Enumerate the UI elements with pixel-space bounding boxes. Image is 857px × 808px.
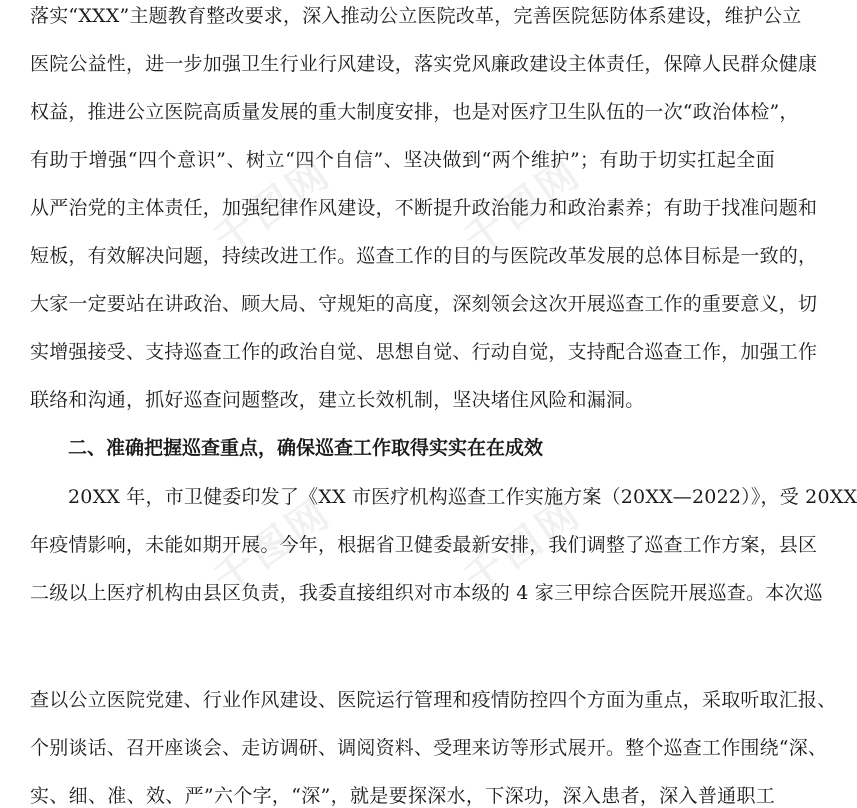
- paragraph-line: 落实“XXX”主题教育整改要求，深入推动公立医院改革，完善医院惩防体系建设，维护公立: [30, 5, 802, 27]
- paragraph-line: 实、细、准、效、严”六个字，“深”，就是要探深水，下深功，深入患者，深入普通职工: [30, 785, 775, 807]
- watermark: 千图网: [455, 489, 591, 604]
- paragraph-line: 实增强接受、支持巡查工作的政治自觉、思想自觉、行动自觉，支持配合巡查工作，加强工作: [30, 341, 818, 363]
- watermark: 千图网: [455, 149, 591, 264]
- watermark: 千图网: [205, 489, 341, 604]
- paragraph-line: 权益，推进公立医院高质量发展的重大制度安排，也是对医疗卫生队伍的一次“政治体检”，: [30, 101, 799, 123]
- paragraph-line: 查以公立医院党建、行业作风建设、医院运行管理和疫情防控四个方面为重点，采取听取汇报、: [30, 689, 837, 711]
- paragraph-line: 20XX 年，市卫健委印发了《XX 市医疗机构巡查工作实施方案（20XX—2022）》，受 20XX: [68, 486, 857, 508]
- watermark: 千图网: [205, 149, 341, 264]
- paragraph-line: 短板，有效解决问题，持续改进工作。巡查工作的目的与医院改革发展的总体目标是一致的，: [30, 245, 818, 267]
- paragraph-line: 联络和沟通，抓好巡查问题整改，建立长效机制，坚决堵住风险和漏洞。: [30, 389, 645, 411]
- paragraph-line: 从严治党的主体责任，加强纪律作风建设，不断提升政治能力和政治素养；有助于找准问题和: [30, 197, 818, 219]
- paragraph-line: 年疫情影响，未能如期开展。今年，根据省卫健委最新安排，我们调整了巡查工作方案，县区: [30, 534, 818, 556]
- section-heading: 二、准确把握巡查重点，确保巡查工作取得实实在在成效: [68, 437, 544, 459]
- paragraph-line: 大家一定要站在讲政治、顾大局、守规矩的高度，深刻领会这次开展巡查工作的重要意义，切: [30, 293, 818, 315]
- paragraph-line: 二级以上医疗机构由县区负责，我委直接组织对市本级的 4 家三甲综合医院开展巡查。本次巡: [30, 582, 823, 604]
- paragraph-line: 个别谈话、召开座谈会、走访调研、调阅资料、受理来访等形式展开。整个巡查工作围绕“深、: [30, 737, 828, 759]
- paragraph-line: 医院公益性，进一步加强卫生行业行风建设，落实党风廉政建设主体责任，保障人民群众健康: [30, 53, 818, 75]
- paragraph-line: 有助于增强“四个意识”、树立“四个自信”、坚决做到“两个维护”；有助于切实扛起全面: [30, 149, 775, 171]
